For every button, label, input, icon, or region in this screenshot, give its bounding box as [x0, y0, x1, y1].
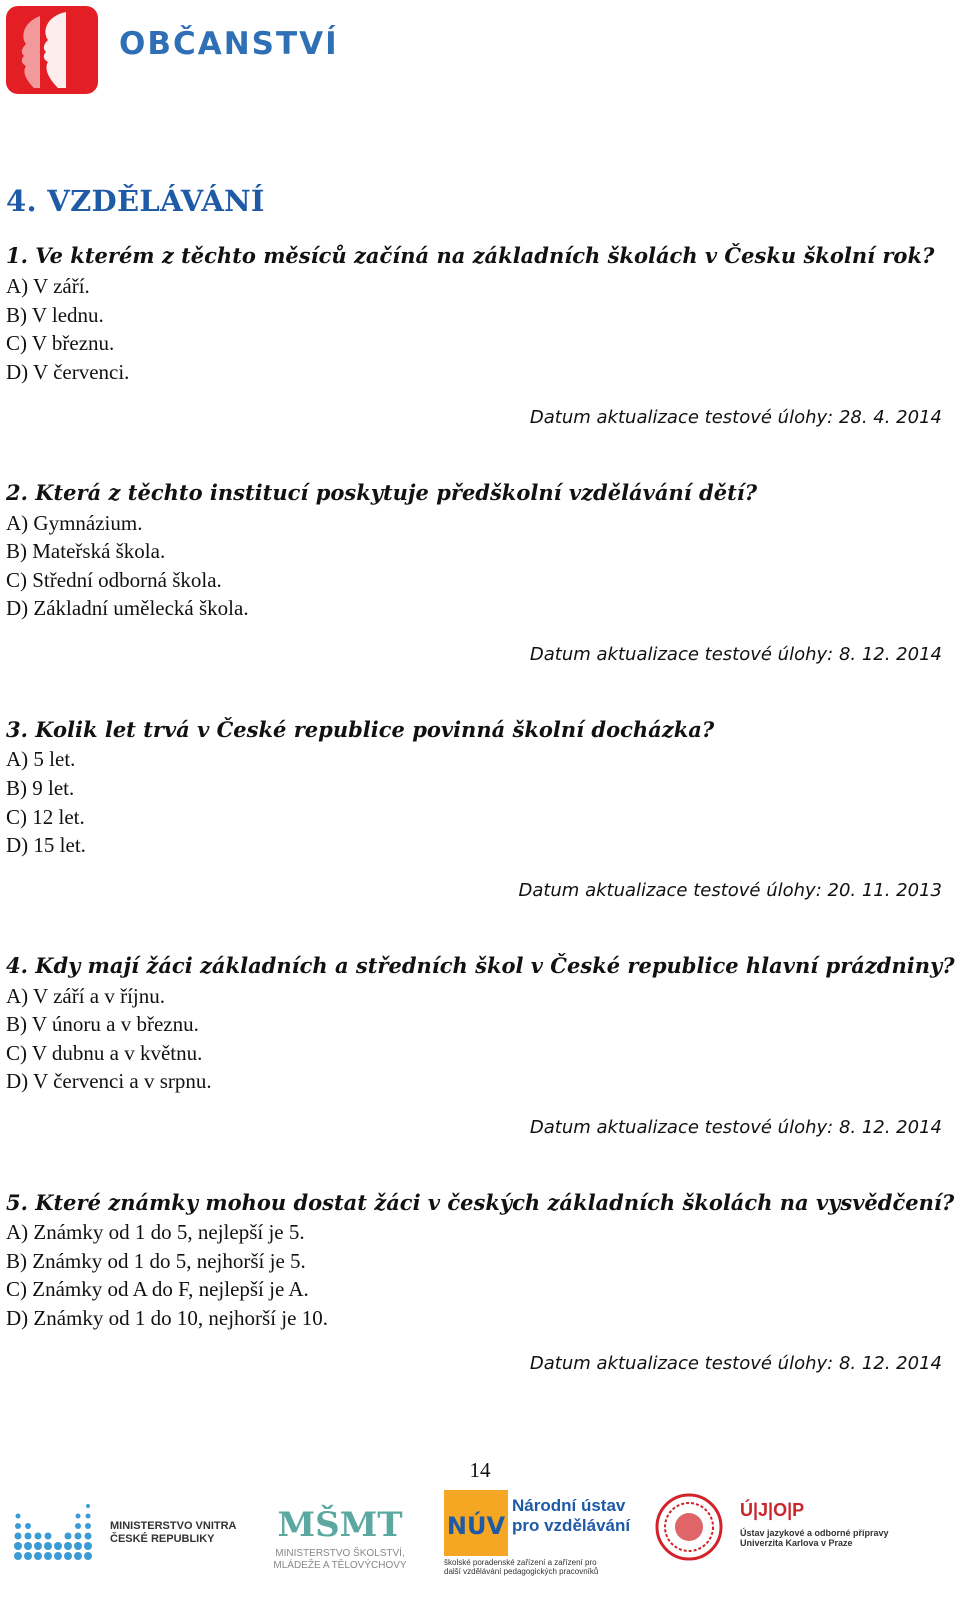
ujop-logo-text: Ústav jazykové a odborné přípravy Univerzita Karlova v Praze: [740, 1528, 889, 1549]
obcanstvi-logo-mark: [6, 6, 98, 94]
update-date-3: Datum aktualizace testové úlohy: 20. 11. 2013: [518, 880, 942, 901]
answer-2b: B) Mateřská škola.: [6, 539, 166, 563]
answer-3b: B) 9 let.: [6, 776, 75, 800]
section-title: 4. VZDĚLÁVÁNÍ: [6, 184, 265, 218]
svg-text:MŠMT: MŠMT: [277, 1505, 403, 1545]
answer-3c: C) 12 let.: [6, 805, 85, 829]
answer-4d: D) V červenci a v srpnu.: [6, 1069, 212, 1093]
answer-3d: D) 15 let.: [6, 833, 86, 857]
answer-5d: D) Známky od 1 do 10, nejhorší je 10.: [6, 1306, 328, 1330]
mvcr-logo-icon: [12, 1496, 100, 1571]
question-4: 4. Kdy mají žáci základních a středních škol v České republice hlavní prázdniny?: [6, 953, 955, 978]
uk-seal-icon: [654, 1492, 724, 1567]
mvcr-logo-text: MINISTERSTVO VNITRA ČESKÉ REPUBLIKY: [110, 1520, 237, 1545]
answer-5a: A) Známky od 1 do 5, nejlepší je 5.: [6, 1220, 305, 1244]
answer-3a: A) 5 let.: [6, 747, 76, 771]
nuv-logo-subtext: školské poradenské zařízení a zařízení pro další vzdělávání pedagogických pracovníků: [444, 1558, 599, 1577]
question-5: 5. Které známky mohou dostat žáci v českých základních školách na vysvědčení?: [6, 1190, 955, 1215]
answer-2c: C) Střední odborná škola.: [6, 568, 222, 592]
msmt-logo-icon: [277, 1488, 403, 1553]
answer-2a: A) Gymnázium.: [6, 511, 143, 535]
question-2: 2. Která z těchto institucí poskytuje předškolní vzdělávání dětí?: [6, 480, 758, 505]
answer-1c: C) V březnu.: [6, 331, 115, 355]
answer-1b: B) V lednu.: [6, 303, 104, 327]
msmt-logo-text: MINISTERSTVO ŠKOLSTVÍ, MLÁDEŽE A TĚLOVÝCHOVY: [273, 1548, 407, 1571]
answer-4a: A) V září a v říjnu.: [6, 984, 166, 1008]
page-number: 14: [469, 1458, 491, 1482]
question-1: 1. Ve kterém z těchto měsíců začíná na základních školách v Česku školní rok?: [6, 243, 935, 268]
question-3: 3. Kolik let trvá v České republice povinná školní docházka?: [6, 717, 715, 742]
answer-1a: A) V září.: [6, 274, 90, 298]
answer-5b: B) Známky od 1 do 5, nejhorší je 5.: [6, 1249, 306, 1273]
nuv-logo-icon: [444, 1490, 508, 1561]
answer-5c: C) Známky od A do F, nejlepší je A.: [6, 1277, 309, 1301]
answer-2d: D) Základní umělecká škola.: [6, 596, 249, 620]
update-date-2: Datum aktualizace testové úlohy: 8. 12. 2014: [529, 644, 942, 665]
ujop-logo-mark: Ú|J|O|P: [740, 1500, 805, 1520]
update-date-5: Datum aktualizace testové úlohy: 8. 12. 2014: [529, 1353, 942, 1374]
update-date-4: Datum aktualizace testové úlohy: 8. 12. 2014: [529, 1117, 942, 1138]
footer-logos: [0, 1496, 960, 1597]
update-date-1: Datum aktualizace testové úlohy: 28. 4. 2014: [529, 407, 942, 428]
answer-4c: C) V dubnu a v květnu.: [6, 1041, 203, 1065]
svg-text:NÚV: NÚV: [446, 1512, 506, 1540]
answer-4b: B) V únoru a v březnu.: [6, 1012, 199, 1036]
answer-1d: D) V červenci.: [6, 360, 130, 384]
nuv-logo-text: Národní ústav pro vzdělávání: [512, 1496, 631, 1535]
obcanstvi-logo-text: OBČANSTVÍ: [119, 26, 339, 62]
